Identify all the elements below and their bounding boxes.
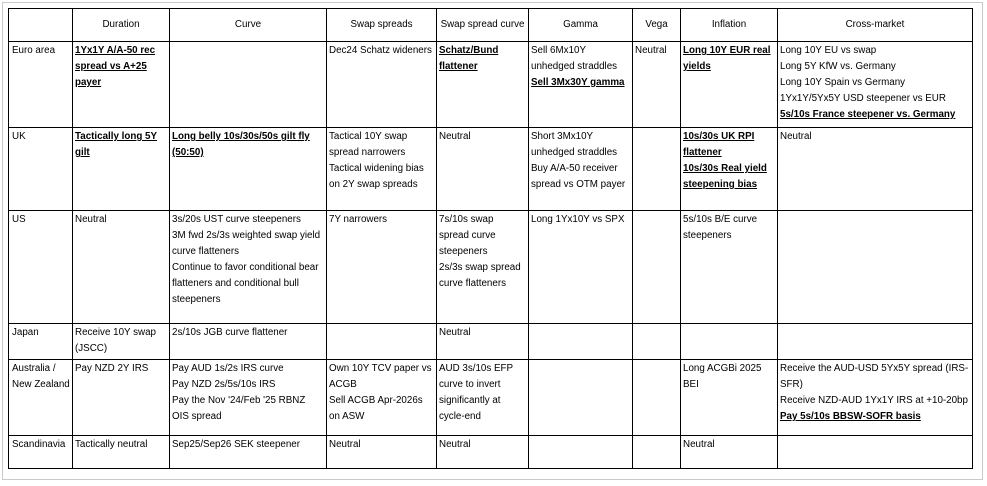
- region-label-uk: UK: [9, 128, 73, 211]
- col-header-gamma: Gamma: [529, 9, 633, 42]
- trade-entry: Own 10Y TCV paper vs ACGB: [329, 363, 432, 390]
- cell-euro-area-gamma: [529, 42, 633, 128]
- trade-entry: Neutral: [439, 439, 471, 450]
- cell-scandinavia-cross-market: [778, 436, 973, 469]
- region-label-us: US: [9, 211, 73, 324]
- trade-entry: Long belly 10s/30s/50s gilt fly (50:50): [172, 131, 310, 158]
- cell-uk-vega: [633, 128, 681, 211]
- table-row-japan: [9, 324, 973, 360]
- trade-entry: 7Y narrowers: [329, 214, 388, 225]
- cell-uk-swap-spreads: [327, 128, 437, 211]
- trade-entry: Pay AUD 1s/2s IRS curve: [172, 363, 284, 374]
- trade-entry: Neutral: [780, 131, 812, 142]
- cell-euro-area-cross-market: [778, 42, 973, 128]
- table-row-australia-new-zealand: [9, 360, 973, 436]
- cell-japan-cross-market: [778, 324, 973, 360]
- trade-entry: 10s/30s UK RPI flattener: [683, 131, 755, 158]
- trade-entry: Receive NZD-AUD 1Yx1Y IRS at +10-20bp: [780, 395, 968, 406]
- cell-japan-vega: [633, 324, 681, 360]
- trade-entry: Long 1Yx10Y vs SPX: [531, 214, 625, 225]
- trade-entry: Long 10Y EUR real yields: [683, 45, 771, 72]
- trade-entry: Neutral: [439, 327, 471, 338]
- region-label-scandinavia: Scandinavia: [9, 436, 73, 469]
- cell-scandinavia-gamma: [529, 436, 633, 469]
- cell-euro-area-swap-spread-curve: [437, 42, 529, 128]
- trade-entry: 1Yx1Y A/A-50 rec spread vs A+25 payer: [75, 45, 156, 88]
- cell-japan-curve: [170, 324, 327, 360]
- trade-entry: 5s/10s France steepener vs. Germany: [780, 109, 956, 120]
- cell-australia-new-zealand-inflation: [681, 360, 778, 436]
- col-header-swap-spreads: Swap spreads: [327, 9, 437, 42]
- cell-uk-duration: [73, 128, 170, 211]
- col-header-curve: Curve: [170, 9, 327, 42]
- trade-entry: Sell 3Mx30Y gamma: [531, 77, 625, 88]
- region-label-australia-new-zealand: Australia / New Zealand: [9, 360, 73, 436]
- table-row-euro-area: [9, 42, 973, 128]
- trade-entry: Long ACGBi 2025 BEI: [683, 363, 762, 390]
- cell-japan-duration: [73, 324, 170, 360]
- region-label-euro-area: Euro area: [9, 42, 73, 128]
- trade-entry: Sell ACGB Apr-2026s on ASW: [329, 395, 423, 422]
- cell-us-swap-spread-curve: [437, 211, 529, 324]
- trade-entry: Pay NZD 2Y IRS: [75, 363, 149, 374]
- col-header-cross-market: Cross-market: [778, 9, 973, 42]
- col-header-duration: Duration: [73, 9, 170, 42]
- cell-uk-inflation: [681, 128, 778, 211]
- col-header-inflation: Inflation: [681, 9, 778, 42]
- cell-australia-new-zealand-duration: [73, 360, 170, 436]
- cell-japan-inflation: [681, 324, 778, 360]
- cell-australia-new-zealand-swap-spread-curve: [437, 360, 529, 436]
- cell-euro-area-swap-spreads: [327, 42, 437, 128]
- cell-australia-new-zealand-cross-market: [778, 360, 973, 436]
- cell-scandinavia-curve: [170, 436, 327, 469]
- cell-australia-new-zealand-curve: [170, 360, 327, 436]
- cell-uk-swap-spread-curve: [437, 128, 529, 211]
- cell-uk-gamma: [529, 128, 633, 211]
- cell-us-curve: [170, 211, 327, 324]
- table-row-scandinavia: [9, 436, 973, 469]
- page-frame: [2, 2, 983, 480]
- cell-us-cross-market: [778, 211, 973, 324]
- table-header: [9, 9, 973, 42]
- col-header-vega: Vega: [633, 9, 681, 42]
- trade-entry: Sep25/Sep26 SEK steepener: [172, 439, 301, 450]
- cell-scandinavia-swap-spreads: [327, 436, 437, 469]
- trade-entry: Buy A/A-50 receiver spread vs OTM payer: [531, 163, 626, 190]
- trade-entry: Neutral: [683, 439, 715, 450]
- cell-scandinavia-inflation: [681, 436, 778, 469]
- trade-entry: Tactical 10Y swap spread narrowers: [329, 131, 408, 158]
- trade-entry: Long 5Y KfW vs. Germany: [780, 61, 896, 72]
- cell-japan-swap-spreads: [327, 324, 437, 360]
- cell-us-gamma: [529, 211, 633, 324]
- trade-entry: Pay the Nov '24/Feb '25 RBNZ OIS spread: [172, 395, 306, 422]
- trade-entry: Long 10Y EU vs swap: [780, 45, 877, 56]
- trade-entry: Neutral: [329, 439, 361, 450]
- cell-australia-new-zealand-gamma: [529, 360, 633, 436]
- col-header-swap-spread-curve: Swap spread curve: [437, 9, 529, 42]
- table-row-us: [9, 211, 973, 324]
- trade-entry: Pay NZD 2s/5s/10s IRS: [172, 379, 276, 390]
- table-row-uk: [9, 128, 973, 211]
- trade-entry: AUD 3s/10s EFP curve to invert significantly at cycle-end: [439, 363, 513, 422]
- cell-japan-gamma: [529, 324, 633, 360]
- trade-entry: 5s/10s B/E curve steepeners: [683, 214, 758, 241]
- trade-entry: Pay 5s/10s BBSW-SOFR basis: [780, 411, 921, 422]
- trade-entry: Neutral: [635, 45, 667, 56]
- positions-table: [8, 8, 973, 469]
- trade-entry: Dec24 Schatz wideners: [329, 45, 432, 56]
- trade-entry: Tactically long 5Y gilt: [75, 131, 158, 158]
- cell-scandinavia-swap-spread-curve: [437, 436, 529, 469]
- trade-entry: Sell 6Mx10Y unhedged straddles: [531, 45, 618, 72]
- cell-us-swap-spreads: [327, 211, 437, 324]
- trade-entry: 10s/30s Real yield steepening bias: [683, 163, 767, 190]
- table-body: [9, 42, 973, 469]
- trade-entry: Neutral: [75, 214, 107, 225]
- trade-entry: Continue to favor conditional bear flatteners and conditional bull steepeners: [172, 262, 319, 305]
- trade-entry: 2s/10s JGB curve flattener: [172, 327, 288, 338]
- cell-japan-swap-spread-curve: [437, 324, 529, 360]
- trade-entry: Tactically neutral: [75, 439, 148, 450]
- trade-entry: Short 3Mx10Y unhedged straddles: [531, 131, 618, 158]
- trade-entry: Tactical widening bias on 2Y swap spreads: [329, 163, 424, 190]
- corner-cell: [9, 9, 73, 42]
- cell-euro-area-duration: [73, 42, 170, 128]
- trade-entry: Receive 10Y swap (JSCC): [75, 327, 156, 354]
- trade-entry: Receive the AUD-USD 5Yx5Y spread (IRS-SFR): [780, 363, 969, 390]
- header-row: [9, 9, 973, 42]
- trade-entry: Long 10Y Spain vs Germany: [780, 77, 906, 88]
- cell-scandinavia-vega: [633, 436, 681, 469]
- cell-us-duration: [73, 211, 170, 324]
- cell-uk-cross-market: [778, 128, 973, 211]
- trade-entry: Neutral: [439, 131, 471, 142]
- cell-euro-area-inflation: [681, 42, 778, 128]
- cell-australia-new-zealand-swap-spreads: [327, 360, 437, 436]
- cell-euro-area-vega: [633, 42, 681, 128]
- cell-scandinavia-duration: [73, 436, 170, 469]
- trade-entry: Schatz/Bund flattener: [439, 45, 499, 72]
- trade-entry: 7s/10s swap spread curve steepeners: [439, 214, 496, 257]
- trade-entry: 3M fwd 2s/3s weighted swap yield curve flatteners: [172, 230, 321, 257]
- trade-entry: 2s/3s swap spread curve flatteners: [439, 262, 521, 289]
- cell-uk-curve: [170, 128, 327, 211]
- cell-us-vega: [633, 211, 681, 324]
- trade-entry: 3s/20s UST curve steepeners: [172, 214, 301, 225]
- trade-entry: 1Yx1Y/5Yx5Y USD steepener vs EUR: [780, 93, 946, 104]
- cell-euro-area-curve: [170, 42, 327, 128]
- cell-australia-new-zealand-vega: [633, 360, 681, 436]
- cell-us-inflation: [681, 211, 778, 324]
- region-label-japan: Japan: [9, 324, 73, 360]
